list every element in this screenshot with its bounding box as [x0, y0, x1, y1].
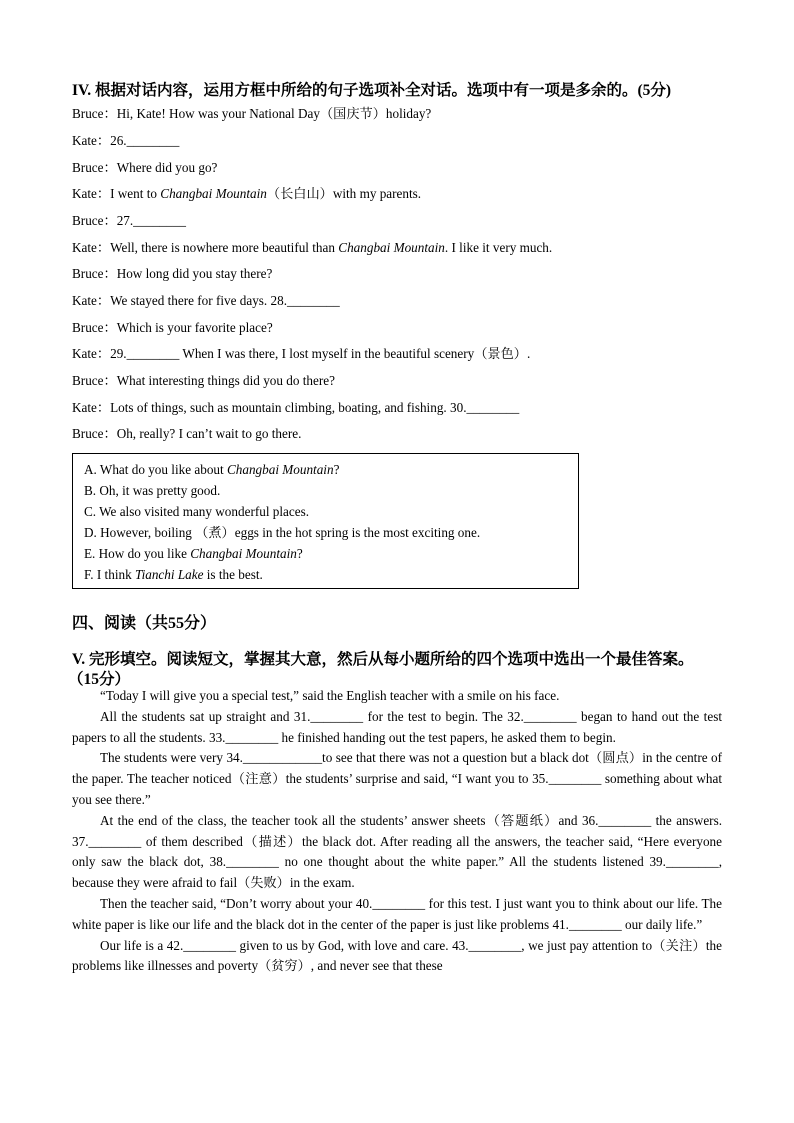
dialogue-line: Bruce：Oh, really? I can’t wait to go there.: [72, 426, 302, 441]
dialogue-line: Bruce：What interesting things did you do there?: [72, 373, 335, 388]
dialogue-line: Kate：29.________ When I was there, I lost myself in the beautiful scenery（景色）.: [72, 346, 531, 361]
dialogue-line: Bruce：How long did you stay there?: [72, 266, 273, 281]
dialogue-line: Kate：I went to Changbai Mountain（长白山）with my parents.: [72, 186, 422, 201]
dialogue-line: Bruce：27.________: [72, 213, 186, 228]
option-item: E. How do you like Changbai Mountain?: [84, 546, 303, 561]
section-v-heading-line1: V. 完形填空。阅读短文，掌握其大意，然后从每小题所给的四个选项中选出一个最佳答案。: [72, 651, 694, 668]
cloze-passage: [72, 686, 722, 977]
dialogue-line: Kate：26.________: [72, 133, 180, 148]
part-four-heading: 四、阅读（共55分）: [72, 615, 217, 632]
dialogue-line: Kate：Well, there is nowhere more beautiful than Changbai Mountain. I like it very much.: [72, 240, 553, 255]
dialogue-line: Bruce：Which is your favorite place?: [72, 320, 273, 335]
section-iv-heading: IV. 根据对话内容，运用方框中所给的句子选项补全对话。选项中有一项是多余的。(5分): [72, 82, 672, 99]
passage-paragraph: Our life is a 42.________ given to us by God, with love and care. 43.________, we just pay attention to（关注）the problems like illnesses and poverty（贫穷）, and never see that these: [72, 937, 722, 974]
option-item: D. However, boiling （煮）eggs in the hot spring is the most exciting one.: [84, 525, 481, 540]
option-item: B. Oh, it was pretty good.: [84, 483, 221, 498]
passage-paragraph: All the students sat up straight and 31.________ for the test to begin. The 32.________ began to hand out the test papers to all the students. 33.________ he finished handing out the test papers, he asked them to begin.: [72, 708, 722, 745]
passage-paragraph: At the end of the class, the teacher took all the students’ answer sheets（答题纸）and 36.________ the answers. 37.________ of them described（描述）the black dot. After reading all the answers, the teacher said, “Here everyone only saw the black dot, 38.________ no one thought about the white paper.” All the students listened 39.________, because they were afraid to fail（失败）in the exam.: [72, 812, 722, 891]
dialogue-line: Kate：We stayed there for five days. 28.________: [72, 293, 340, 308]
passage-paragraph: The students were very 34.____________to see that there was not a question but a black dot（圆点）in the centre of the paper. The teacher noticed（注意）the students’ surprise and said, “I want you to 35.________ something about what you see there.”: [72, 750, 722, 807]
option-item: F. I think Tianchi Lake is the best.: [84, 567, 263, 582]
option-item: A. What do you like about Changbai Mountain?: [84, 462, 340, 477]
dialogue-line: Bruce：Where did you go?: [72, 160, 218, 175]
dialogue-line: Kate：Lots of things, such as mountain climbing, boating, and fishing. 30.________: [72, 400, 520, 415]
option-item: C. We also visited many wonderful places.: [84, 504, 310, 519]
options-box: [72, 453, 579, 589]
passage-paragraph: “Today I will give you a special test,” said the English teacher with a smile on his face.: [100, 688, 560, 703]
section-v-heading-line2: （15分）: [68, 671, 131, 688]
dialogue-line: Bruce：Hi, Kate! How was your National Day（国庆节）holiday?: [72, 106, 432, 121]
passage-paragraph: Then the teacher said, “Don’t worry about your 40.________ for this test. I just want you to think about our life. The white paper is like our life and the black dot in the center of the paper is just like problems 41.________ our daily life.”: [72, 895, 722, 932]
